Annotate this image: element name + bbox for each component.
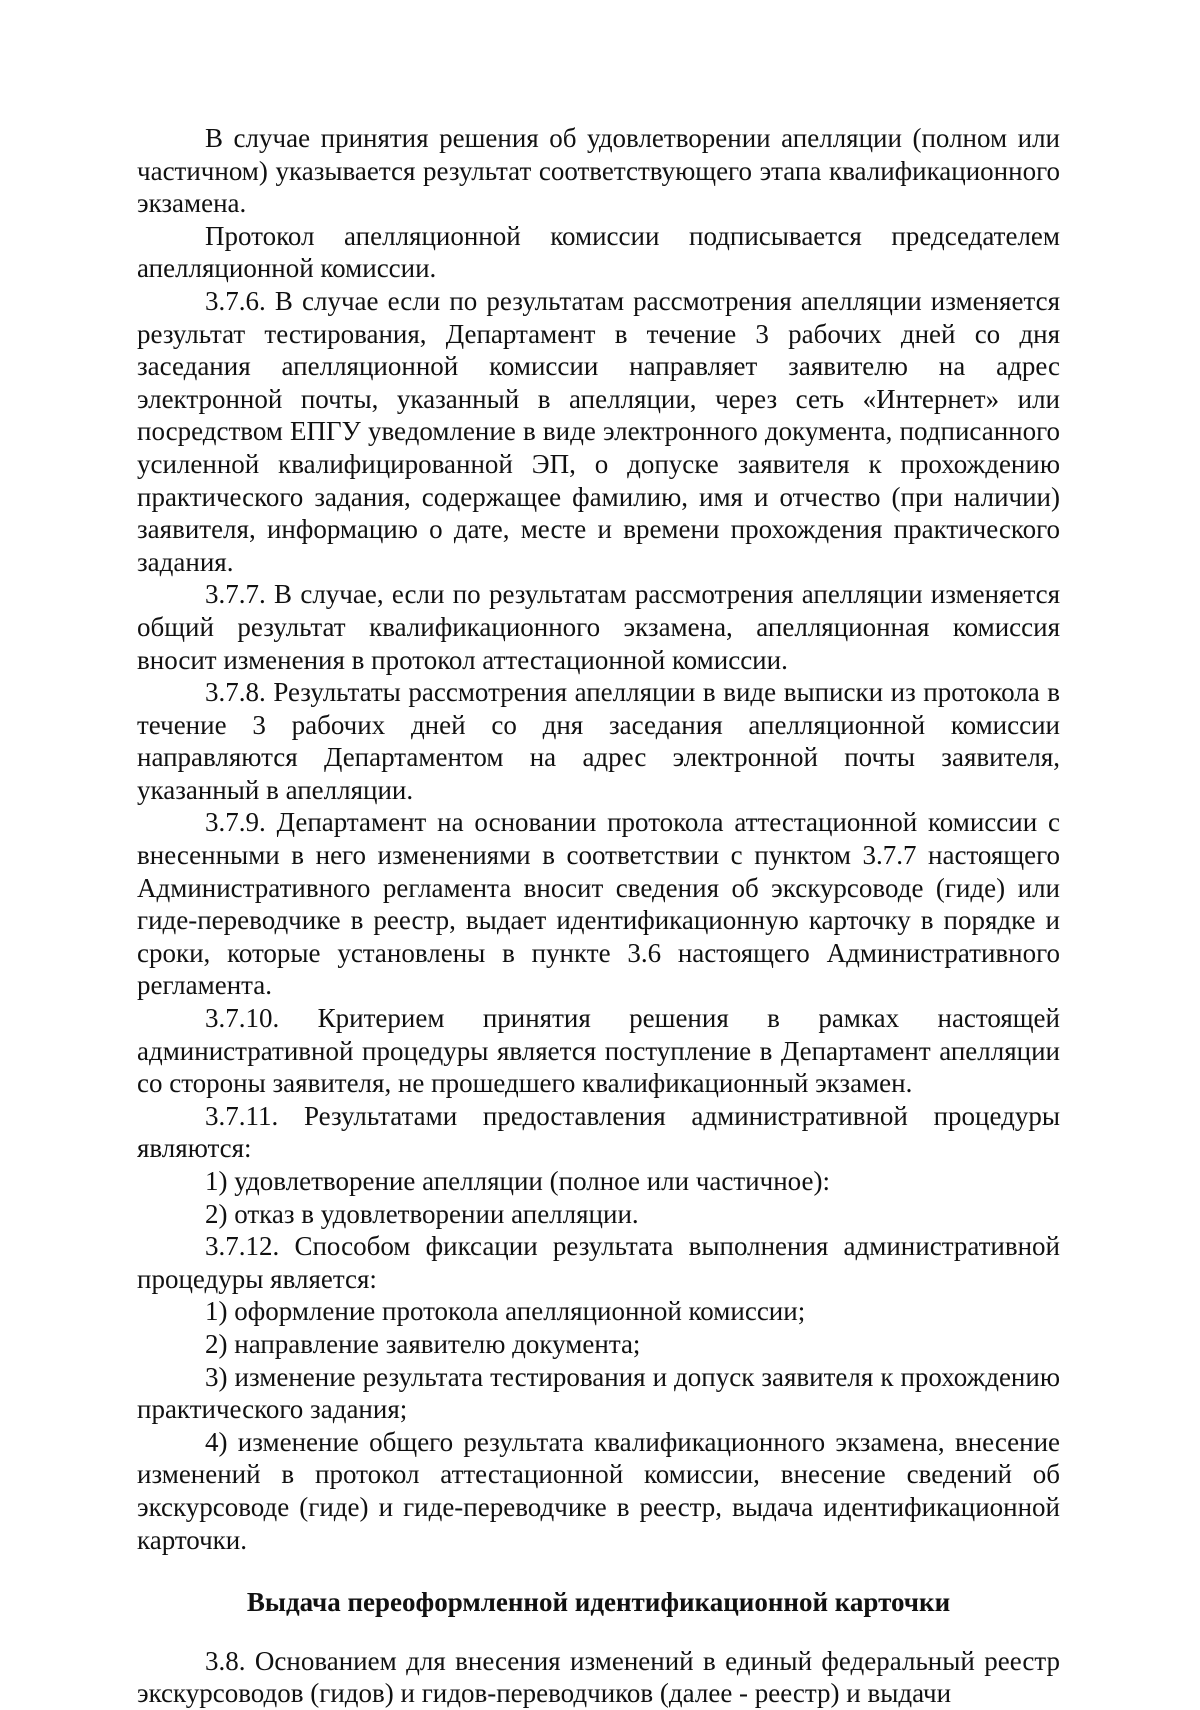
paragraph-3-7-12: 3.7.12. Способом фиксации результата выполнения административной процедуры является: [137,1231,1060,1294]
list-item-3-7-12-4: 4) изменение общего результата квалификационного экзамена, внесение изменений в протокол аттестационной комиссии, внесение сведений об экскурсоводе (гиде) и гиде-переводчике в реестр, выдача идентификационной карточки. [137,1426,1060,1555]
paragraph-3-7-10: 3.7.10. Критерием принятия решения в рамках настоящей административной процедуры является поступление в Департамент апелляции со стороны заявителя, не прошедшего квалификационный экзамен. [137,1003,1060,1099]
list-item-3-7-12-2: 2) направление заявителю документа; [205,1328,641,1359]
paragraph-3-7-7: 3.7.7. В случае, если по результатам рассмотрения апелляции изменяется общий результат квалификационного экзамена, апелляционная комиссия вносит изменения в протокол аттестационной комиссии. [137,579,1060,675]
list-item-3-7-11-1: 1) удовлетворение апелляции (полное или частичное): [205,1166,830,1196]
paragraph-appeal-decision: В случае принятия решения об удовлетворении апелляции (полном или частичном) указывается результат соответствующего этапа квалификационного экзамена. [137,123,1060,219]
list-item-3-7-12-1: 1) оформление протокола апелляционной комиссии; [205,1296,806,1327]
list-item-3-7-12-3: 3) изменение результата тестирования и допуск заявителя к прохождению практического задания; [137,1361,1060,1425]
paragraph-3-7-8: 3.7.8. Результаты рассмотрения апелляции в виде выписки из протокола в течение 3 рабочих дней со дня заседания апелляционной комиссии направляются Департаментом на адрес электронной почты заявителя, указанный в апелляции. [137,677,1060,805]
paragraph-protocol-signing: Протокол апелляционной комиссии подписывается председателем апелляционной комиссии. [137,220,1060,284]
list-item-3-7-11-2: 2) отказ в удовлетворении апелляции. [205,1198,639,1229]
section-heading: Выдача переоформленной идентификационной карточки [246,1587,951,1618]
paragraph-3-7-11: 3.7.11. Результатами предоставления административной процедуры являются: [137,1100,1060,1164]
paragraph-3-7-6: 3.7.6. В случае если по результатам рассмотрения апелляции изменяется результат тестирования, Департамент в течение 3 рабочих дней со дня заседания апелляционной комиссии направляет заявителю на адрес электронной почты, указанный в апелляции, через сеть «Интернет» или посредством ЕПГУ уведомление в виде электронного документа, подписанного усиленной квалифицированной ЭП, о допуске заявителя к прохождению практического задания, содержащее фамилию, имя и отчество (при наличии) заявителя, информацию о дате, месте и времени прохождения практического задания. [137,285,1060,577]
paragraph-3-7-9: 3.7.9. Департамент на основании протокола аттестационной комиссии с внесенными в него изменениями в соответствии с пунктом 3.7.7 настоящего Административного регламента вносит сведения об экскурсоводе (гиде) или гиде-переводчике в реестр, выдает идентификационную карточку в порядке и сроки, которые установлены в пункте 3.6 настоящего Административного регламента. [137,807,1060,1001]
paragraph-3-8: 3.8. Основанием для внесения изменений в единый федеральный реестр экскурсоводов (гидов) и гидов-переводчиков (далее - реестр) и выдачи [137,1645,1060,1709]
